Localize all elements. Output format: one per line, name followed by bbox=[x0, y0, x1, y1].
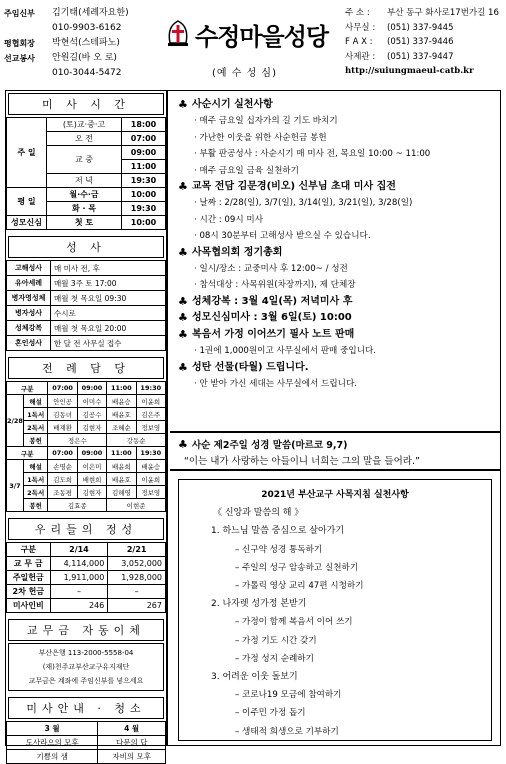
right-column bbox=[170, 91, 500, 745]
parish-logo bbox=[165, 14, 340, 54]
table-cell: 첫 토 bbox=[47, 216, 122, 230]
table-cell: 성체강복 bbox=[7, 321, 51, 336]
table-cell: 도사라으의 모후 bbox=[7, 736, 98, 750]
table-cell: 교 중 bbox=[47, 146, 122, 174]
table-row bbox=[7, 408, 166, 421]
table-cell: 김해영 bbox=[107, 486, 136, 499]
table-cell: 매월 3주 토 17:00 bbox=[51, 276, 166, 291]
policy-item: – 가정이 함께 복음서 이어 쓰기 bbox=[235, 617, 353, 628]
table-cell: 18:00 bbox=[122, 118, 166, 132]
table-cell: 주 일 bbox=[7, 118, 47, 188]
account-line: 교무금은 계좌에 주임신부를 넣으세요 bbox=[28, 677, 144, 685]
verse-title: 사순 제2주일 성경 말씀(마르코 9,7) bbox=[192, 440, 348, 451]
contact-row bbox=[345, 6, 505, 21]
cross-logo-icon bbox=[165, 19, 191, 49]
table-header-row bbox=[7, 722, 166, 736]
notice-item-text: 부활 판공성사 : 사순시기 매 미사 전, 목요일 10:00 ~ 11:00 bbox=[199, 149, 431, 160]
table-cell: 이윤희 bbox=[136, 395, 165, 408]
table-cell: 성모신심 bbox=[7, 216, 47, 230]
sacraments-table bbox=[6, 260, 166, 351]
table-header: 09:00 bbox=[77, 447, 106, 460]
table-cell: 3/7 bbox=[7, 460, 24, 512]
policy-group-head: 3. 어려운 이웃 돌보기 bbox=[211, 672, 298, 683]
notice-heading bbox=[178, 97, 494, 113]
table-row bbox=[7, 321, 166, 336]
notice-item: · 날짜 : 2/28(일), 3/7(일), 3/14(일), 3/21(일), 3/28(일) bbox=[194, 198, 413, 209]
table-header: 2/21 bbox=[108, 543, 166, 557]
table-cell: 정보영 bbox=[136, 486, 165, 499]
table-cell: 김도희 bbox=[48, 473, 77, 486]
verse-text: “이는 내가 사랑하는 아들이니 너희는 그의 말을 들어라.” bbox=[184, 456, 420, 467]
table-header: 구분 bbox=[7, 447, 48, 460]
table-cell: 수시로 bbox=[51, 306, 166, 321]
table-cell: 19:30 bbox=[122, 174, 166, 188]
table-cell: 19:30 bbox=[122, 202, 166, 216]
notice-item: · 참석대상 : 사목위원(차장까지), 제 단체장 bbox=[194, 280, 356, 291]
table-row bbox=[7, 557, 166, 571]
table-header: 09:00 bbox=[77, 382, 106, 395]
table-cell: 10:00 bbox=[122, 188, 166, 202]
staff-value: 010-3044-5472 bbox=[52, 68, 122, 78]
cleaning-table bbox=[6, 721, 166, 764]
notice-item: · 시간 : 09시 미사 bbox=[194, 214, 264, 225]
prayer-leaders-table bbox=[6, 381, 166, 512]
table-cell: 정보영 bbox=[136, 421, 165, 434]
notice-item-text: 시간 : 09시 미사 bbox=[199, 214, 264, 225]
notice-item-text: 날짜 : 2/28(일), 3/7(일), 3/14(일), 3/21(일), 3/28(일) bbox=[199, 198, 413, 209]
table-row bbox=[7, 216, 166, 230]
table-cell: 유아세례 bbox=[7, 276, 51, 291]
staff-value: 안원길(바 오 로) bbox=[52, 53, 117, 63]
contact-row bbox=[345, 50, 505, 65]
notice-item-text: 매주 금요일 십자가의 길 기도 바치기 bbox=[199, 116, 338, 127]
notice-item-text: 가난한 이웃을 위한 사순헌금 봉헌 bbox=[199, 132, 327, 143]
table-cell: 평 일 bbox=[7, 188, 47, 216]
staff-label bbox=[4, 66, 52, 81]
contact-row bbox=[345, 35, 505, 50]
notice-item-text: 참석대상 : 사목위원(차장까지), 제 단체장 bbox=[199, 280, 356, 291]
contact-value: (051) 337-9446 bbox=[387, 37, 454, 47]
table-cell: 김효종 bbox=[48, 499, 107, 512]
auto-transfer-title: 교무금 자동이체 bbox=[8, 619, 164, 641]
notice-item: · 가난한 이웃을 위한 사순헌금 봉헌 bbox=[194, 132, 327, 143]
table-cell: 강동순 bbox=[107, 434, 166, 447]
table-row bbox=[7, 585, 166, 599]
policy-title: 2021년 부산교구 사목지침 실천사항 bbox=[261, 490, 409, 500]
table-row bbox=[7, 473, 166, 486]
policy-item: – 주일의 성구 암송하고 실천하기 bbox=[235, 562, 359, 573]
table-header: 11:00 bbox=[107, 382, 136, 395]
table-header-row bbox=[7, 543, 166, 557]
table-header-row bbox=[7, 382, 166, 395]
table-cell: – bbox=[108, 585, 166, 599]
table-cell: 2독서 bbox=[23, 421, 47, 434]
sacraments-title: 성 사 bbox=[8, 236, 164, 258]
staff-row bbox=[4, 21, 162, 36]
staff-label bbox=[4, 21, 52, 36]
table-cell: (토)교·중·고 bbox=[47, 118, 122, 132]
policy-item: – 가톨릭 영상 교리 47편 시청하기 bbox=[235, 581, 364, 592]
notice-heading bbox=[178, 310, 494, 326]
table-row bbox=[7, 336, 166, 351]
table-row bbox=[7, 486, 166, 499]
table-header: 11:00 bbox=[107, 447, 136, 460]
notice-item-text: 1권에 1,000원이고 사무실에서 판매 중입니다. bbox=[199, 346, 377, 357]
notice-title: 복음서 가정 이어쓰기 필사 노트 판매 bbox=[192, 328, 355, 340]
table-cell: 월·수·금 bbox=[47, 188, 122, 202]
table-cell: 병자성사 bbox=[7, 306, 51, 321]
offering-table bbox=[6, 542, 166, 613]
table-header: 07:00 bbox=[48, 382, 77, 395]
table-cell: 배윤호 bbox=[107, 473, 136, 486]
table-row bbox=[7, 276, 166, 291]
contact-value: 부산 동구 화사로17번가길 16 bbox=[387, 8, 499, 18]
notice-heading bbox=[178, 245, 494, 261]
table-cell: 배현희 bbox=[77, 473, 106, 486]
scripture-verse bbox=[170, 431, 500, 471]
notice-item-text: 안 받아 가신 세대는 사무실에서 드립니다. bbox=[199, 378, 357, 389]
table-cell: 해설 bbox=[23, 395, 47, 408]
contact-label: 사제관 : bbox=[345, 51, 376, 62]
table-cell: 화 · 목 bbox=[47, 202, 122, 216]
table-cell: 오 전 bbox=[47, 132, 122, 146]
table-cell: 조동평 bbox=[48, 486, 77, 499]
table-header: 4 월 bbox=[98, 722, 166, 736]
staff-value: 김기태(세례자요한) bbox=[52, 8, 129, 18]
table-header: 07:00 bbox=[48, 447, 77, 460]
notice-item: · 08시 30분부터 고해성사 받으실 수 있습니다. bbox=[194, 231, 371, 242]
header-staff-info bbox=[4, 6, 162, 81]
table-cell: 김은주 bbox=[136, 408, 165, 421]
policy-item: – 코로나19 모금에 참여하기 bbox=[235, 690, 342, 701]
parish-subtitle: (예 수 성 심) bbox=[212, 68, 277, 79]
notice-title: 성탄 선물(타월) 드립니다. bbox=[192, 361, 309, 373]
table-cell: 손명순 bbox=[48, 460, 77, 473]
table-row bbox=[7, 750, 166, 764]
table-cell: 배윤승 bbox=[107, 395, 136, 408]
cleaning-title: 미사안내 · 청소 bbox=[8, 697, 164, 719]
notice-item: · 부활 판공성사 : 사순시기 매 미사 전, 목요일 10:00 ~ 11:00 bbox=[194, 149, 431, 160]
parish-name: 수정마을성당 bbox=[195, 22, 329, 51]
staff-value: 010-9903-6162 bbox=[52, 23, 122, 33]
verse-heading bbox=[178, 437, 492, 454]
table-row bbox=[7, 395, 166, 408]
policy-group-head: 1. 하느님 말씀 중심으로 살아가기 bbox=[211, 526, 345, 537]
auto-transfer-info bbox=[8, 643, 164, 691]
table-row bbox=[7, 571, 166, 585]
table-cell: 한 달 전 사무실 접수 bbox=[51, 336, 166, 351]
website-url[interactable]: http://suiungmaeul-catb.kr bbox=[345, 66, 474, 76]
left-column bbox=[6, 91, 168, 761]
table-cell: 2차 헌금 bbox=[7, 585, 51, 599]
policy-item: – 가정 성지 순례하기 bbox=[235, 653, 314, 664]
prayer-leaders-title: 전 례 담 당 bbox=[8, 357, 164, 379]
table-cell: 혼인성사 bbox=[7, 336, 51, 351]
table-cell: 주일헌금 bbox=[7, 571, 51, 585]
club-bullet-icon: ♣ bbox=[178, 311, 188, 325]
table-cell: 병자영성체 bbox=[7, 291, 51, 306]
table-cell: 11:00 bbox=[122, 160, 166, 174]
club-bullet-icon: ♣ bbox=[178, 245, 188, 259]
table-row bbox=[7, 261, 166, 276]
table-header-row bbox=[7, 447, 166, 460]
table-cell: 김동녀 bbox=[48, 408, 77, 421]
table-cell: 1독서 bbox=[23, 473, 47, 486]
club-bullet-icon: ♣ bbox=[178, 327, 188, 341]
table-cell: 07:00 bbox=[122, 132, 166, 146]
staff-row bbox=[4, 66, 162, 81]
notice-item: · 1권에 1,000원이고 사무실에서 판매 중입니다. bbox=[194, 346, 377, 357]
table-row bbox=[7, 460, 166, 473]
table-cell: 매월 첫 목요일 09:30 bbox=[51, 291, 166, 306]
table-cell: 고해성사 bbox=[7, 261, 51, 276]
table-cell: 봉헌 bbox=[23, 499, 47, 512]
mass-schedule-table bbox=[6, 117, 166, 230]
header-contact-info bbox=[345, 6, 505, 79]
table-header: 19:30 bbox=[136, 382, 165, 395]
policy-item: – 신구약 성경 통독하기 bbox=[235, 544, 323, 555]
notice-item-text: 일시/장소 : 교중미사 후 12:00~ / 성전 bbox=[199, 264, 348, 275]
mass-schedule-title: 미 사 시 간 bbox=[8, 93, 164, 115]
notices bbox=[170, 91, 500, 392]
table-cell: 김공수 bbox=[77, 408, 106, 421]
notice-title: 교목 전담 김문경(비오) 신부님 초대 미사 집전 bbox=[192, 181, 396, 193]
table-cell: 이은미 bbox=[77, 460, 106, 473]
notice-item: · 안 받아 가신 세대는 사무실에서 드립니다. bbox=[194, 378, 357, 389]
table-cell: 배윤희 bbox=[107, 460, 136, 473]
table-cell: 교 무 금 bbox=[7, 557, 51, 571]
table-cell: 해설 bbox=[23, 460, 47, 473]
table-cell: 267 bbox=[108, 599, 166, 613]
staff-row bbox=[4, 51, 162, 66]
table-row bbox=[7, 188, 166, 202]
notice-heading bbox=[178, 294, 494, 310]
table-cell: 1독서 bbox=[23, 408, 47, 421]
table-cell: 배재환 bbox=[48, 421, 77, 434]
club-bullet-icon: ♣ bbox=[178, 360, 188, 374]
staff-row bbox=[4, 36, 162, 51]
notice-title: 사목협의회 정기총회 bbox=[192, 246, 283, 258]
table-cell: 4,114,000 bbox=[50, 557, 108, 571]
table-header: 구분 bbox=[7, 382, 48, 395]
table-cell: 2독서 bbox=[23, 486, 47, 499]
table-cell: 기쁨의 샘 bbox=[7, 750, 98, 764]
table-cell: 안인공 bbox=[48, 395, 77, 408]
table-row bbox=[7, 118, 166, 132]
notice-inline: 성모신심미사 : 3월 6일(토) 10:00 bbox=[192, 312, 352, 324]
staff-value: 박현석(스테파노) bbox=[52, 38, 120, 48]
staff-label: 주임신부 bbox=[4, 9, 35, 18]
table-cell: 246 bbox=[50, 599, 108, 613]
contact-value: (051) 337-9445 bbox=[387, 22, 454, 33]
policy-item: – 가정 기도 시간 갖기 bbox=[235, 635, 317, 646]
table-cell: 배윤호 bbox=[107, 408, 136, 421]
table-header: 2/14 bbox=[50, 543, 108, 557]
table-header: 구분 bbox=[7, 543, 51, 557]
contact-value: (051) 337-9447 bbox=[387, 51, 454, 62]
staff-row bbox=[4, 6, 162, 21]
table-cell: – bbox=[50, 585, 108, 599]
notice-inline: 성체강복 : 3월 4일(목) 저녁미사 후 bbox=[192, 295, 353, 307]
account-line: (재)천주교부산교구유지재단 bbox=[42, 663, 130, 671]
table-cell: 봉헌 bbox=[23, 434, 47, 447]
bulletin-frame bbox=[5, 90, 501, 761]
table-cell: 매월 첫 목요일 20:00 bbox=[51, 321, 166, 336]
table-row bbox=[7, 599, 166, 613]
contact-label: 사무실 : bbox=[345, 22, 376, 33]
table-row bbox=[7, 306, 166, 321]
policy-motto: 《 신앙과 말씀의 해 》 bbox=[213, 508, 304, 519]
contact-label: F A X : bbox=[345, 37, 373, 47]
staff-label: 평협회장 bbox=[4, 39, 35, 48]
staff-label: 선교봉사 bbox=[4, 54, 35, 63]
policy-item: – 생태적 희생으로 기부하기 bbox=[235, 726, 339, 737]
contact-row bbox=[345, 21, 505, 36]
offering-title: 우리들의 정성 bbox=[8, 518, 164, 540]
table-row bbox=[7, 421, 166, 434]
policy-group-head: 2. 나자렛 성가정 본받기 bbox=[211, 599, 307, 610]
table-cell: 이현준 bbox=[107, 499, 166, 512]
notice-heading bbox=[178, 360, 494, 376]
table-cell: 3,052,000 bbox=[108, 557, 166, 571]
notice-heading bbox=[178, 327, 494, 343]
table-row bbox=[7, 434, 166, 447]
notice-item: · 일시/장소 : 교중미사 후 12:00~ / 성전 bbox=[194, 264, 348, 275]
pastoral-policy bbox=[178, 479, 492, 741]
table-cell: 다문의 답 bbox=[98, 736, 166, 750]
table-cell: 조혜순 bbox=[107, 421, 136, 434]
notice-item: · 매주 금요일 십자가의 길 기도 바치기 bbox=[194, 116, 338, 127]
notice-item-text: 매주 금요일 금육 실천하기 bbox=[199, 165, 299, 176]
table-cell: 1,928,000 bbox=[108, 571, 166, 585]
table-cell: 이미수 bbox=[77, 395, 106, 408]
table-header: 3 월 bbox=[7, 722, 98, 736]
table-cell: 2/28 bbox=[7, 395, 24, 447]
table-cell: 자비의 모후 bbox=[98, 750, 166, 764]
notice-item-text: 08시 30분부터 고해성사 받으실 수 있습니다. bbox=[199, 231, 371, 242]
table-header: 19:30 bbox=[136, 447, 165, 460]
club-bullet-icon: ♣ bbox=[178, 98, 188, 111]
table-cell: 저 녁 bbox=[47, 174, 122, 188]
table-cell: 1,911,000 bbox=[50, 571, 108, 585]
table-cell: 김현자 bbox=[77, 421, 106, 434]
table-cell: 배윤승 bbox=[136, 460, 165, 473]
club-bullet-icon: ♣ bbox=[178, 438, 188, 451]
table-row bbox=[7, 291, 166, 306]
notice-heading bbox=[178, 179, 494, 195]
table-cell: 매 미사 전, 후 bbox=[51, 261, 166, 276]
table-cell: 정은수 bbox=[48, 434, 107, 447]
table-row bbox=[7, 736, 166, 750]
contact-label: 주 소 : bbox=[345, 8, 370, 18]
notice-item: · 매주 금요일 금육 실천하기 bbox=[194, 165, 299, 176]
table-cell: 미사인비 bbox=[7, 599, 51, 613]
notice-title: 사순시기 실천사항 bbox=[192, 99, 273, 110]
table-cell: 10:00 bbox=[122, 216, 166, 230]
table-cell: 이윤희 bbox=[136, 473, 165, 486]
account-line: 부산은행 113-2000-5558-04 bbox=[38, 649, 134, 657]
club-bullet-icon: ♣ bbox=[178, 294, 188, 308]
table-row bbox=[7, 499, 166, 512]
table-cell: 김현자 bbox=[77, 486, 106, 499]
table-cell: 09:00 bbox=[122, 146, 166, 160]
club-bullet-icon: ♣ bbox=[178, 180, 188, 194]
policy-item: – 이주민 가정 돕기 bbox=[235, 708, 306, 719]
